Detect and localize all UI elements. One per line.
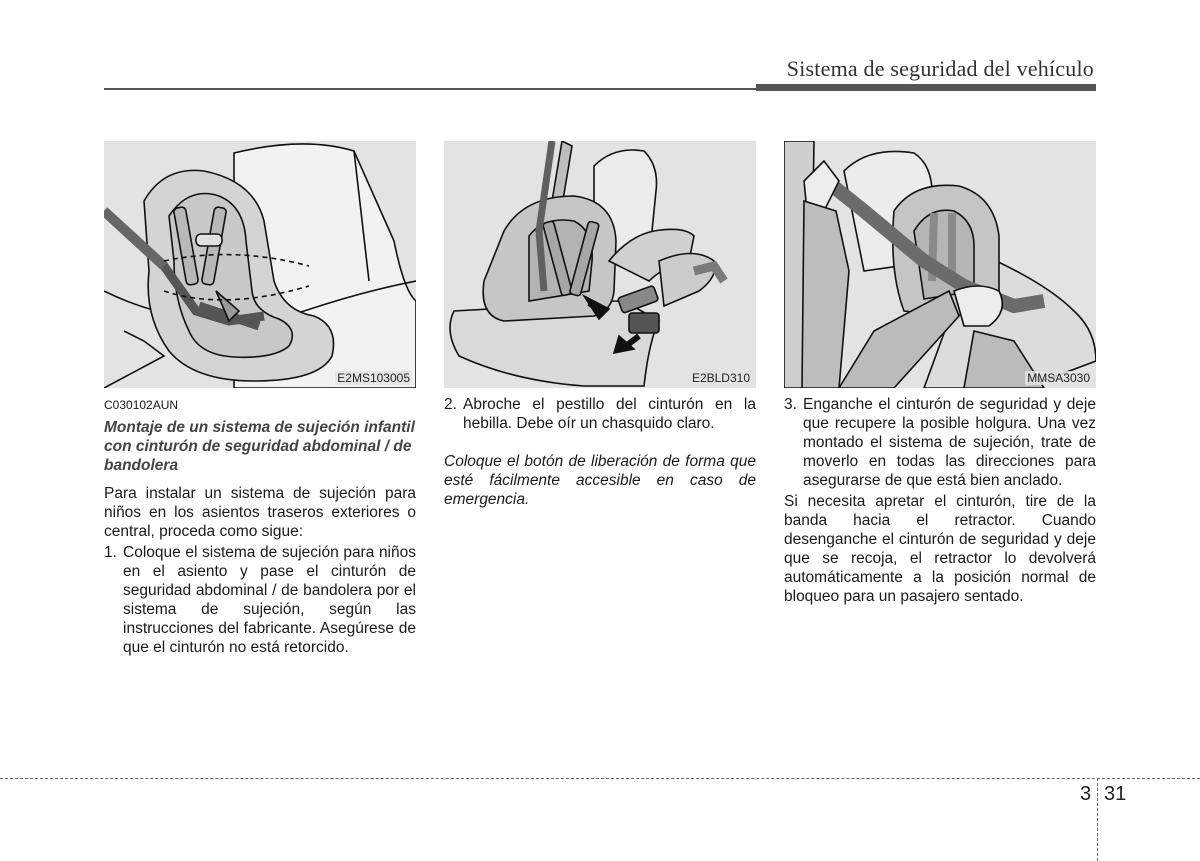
step-2 <box>444 395 756 433</box>
step-text: Abroche el pestillo del cinturón en la hebilla. Debe oír un chasquido claro. <box>463 396 756 432</box>
footer-dashed-rule <box>0 778 1200 779</box>
figure-buckle-latch <box>444 141 756 388</box>
figure-belt-retractor <box>784 141 1096 388</box>
page-number: 31 <box>1104 783 1127 805</box>
header-rule-accent <box>756 84 1096 91</box>
header-rule <box>104 88 756 90</box>
figure-code: E2MS103005 <box>337 371 410 385</box>
page-header-title: Sistema de seguridad del vehículo <box>786 56 1094 81</box>
footer-dashed-divider <box>1097 778 1098 861</box>
step-text: Coloque el sistema de sujeción para niños en el asiento y pase el cinturón de seguridad abdominal / de bandolera por el sistema de sujeción, según las instrucciones del fabricante. Asegúrese de que el cinturón no está retorcido. <box>123 544 416 656</box>
figure-child-seat-install <box>104 141 416 388</box>
step-3 <box>784 395 1096 490</box>
step-number: 2. <box>444 396 457 413</box>
chapter-number: 3 <box>1080 783 1092 805</box>
column-3 <box>784 395 1096 606</box>
step-number: 3. <box>784 396 797 413</box>
step-1 <box>104 543 416 657</box>
column-1 <box>104 396 416 657</box>
column-2 <box>444 395 756 509</box>
figure-code: MMSA3030 <box>1027 371 1090 385</box>
step-number: 1. <box>104 544 117 561</box>
buckle-latch-illustration-icon <box>444 141 756 388</box>
section-subheading: Montaje de un sistema de sujeción infantil con cinturón de seguridad abdominal / de bandolera <box>104 419 415 474</box>
intro-paragraph: Para instalar un sistema de sujeción para niños en los asientos traseros exteriores o central, proceda como sigue: <box>104 485 416 540</box>
belt-retractor-illustration-icon <box>784 141 1096 388</box>
step-text: Enganche el cinturón de seguridad y deje que recupere la posible holgura. Una vez montado el sistema de sujeción, trate de moverlo en todas las direcciones para asegurarse de que está bien anclado. <box>803 396 1096 489</box>
reference-code: C030102AUN <box>104 398 179 412</box>
figure-code: E2BLD310 <box>691 371 750 385</box>
emergency-note: Coloque el botón de liberación de forma que esté fácilmente accesible en caso de emergencia. <box>444 453 756 508</box>
retractor-paragraph: Si necesita apretar el cinturón, tire de la banda hacia el retractor. Cuando desenganche el cinturón de seguridad y deje que se recoja, el retractor lo devolverá automáticamente a la posición normal de bloqueo para un pasajero sentado. <box>784 493 1096 605</box>
child-seat-lap-belt-illustration-icon <box>104 141 416 388</box>
